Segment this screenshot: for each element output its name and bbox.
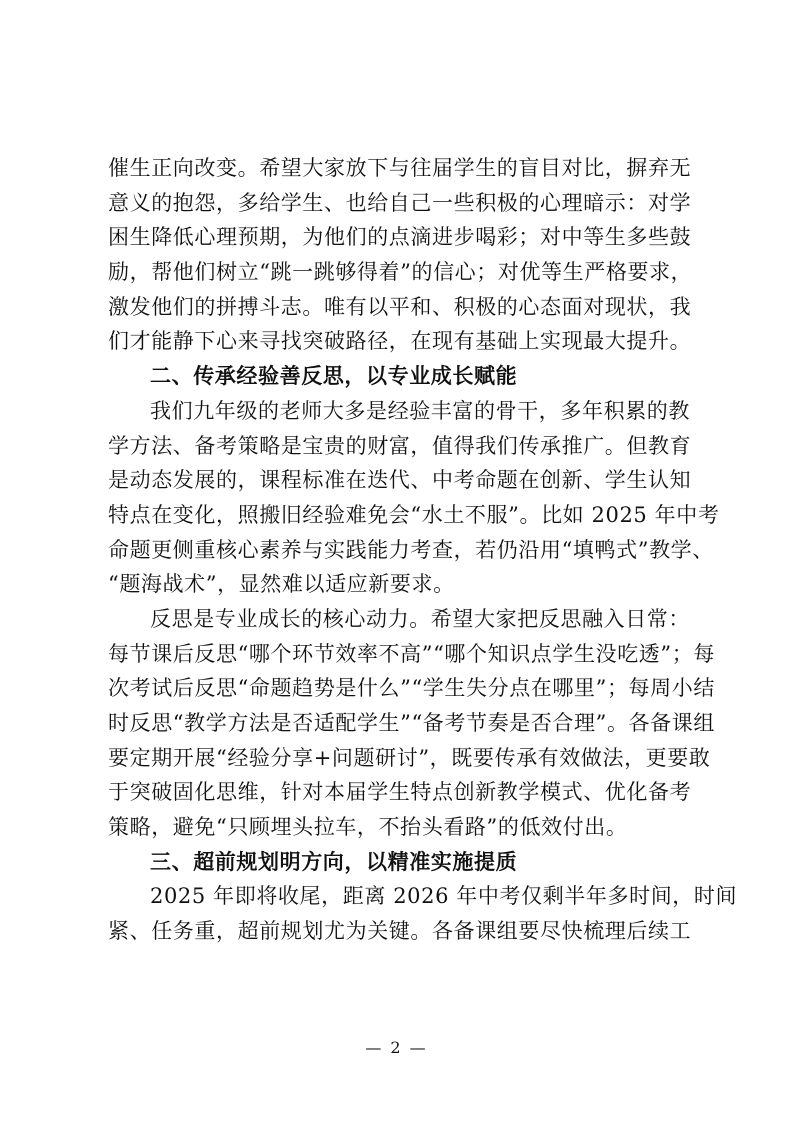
text-line: 是动态发展的，课程标准在迭代、中考命题在创新、学生认知 (108, 468, 692, 493)
text-line: 催生正向改变。希望大家放下与往届学生的盲目对比，摒弃无 (108, 156, 692, 180)
text-line: 紧、任务重，超前规划尤为关键。各备课组要尽快梳理后续工 (108, 919, 692, 944)
section-heading: 二、传承经验善反思，以专业成长赋能 (150, 363, 518, 389)
text-line: 激发他们的拼搏斗志。唯有以平和、积极的心态面对现状，我 (108, 294, 692, 319)
text-line: 意义的抱怨，多给学生、也给自己一些积极的心理暗示：对学 (108, 190, 692, 215)
text-line: 要定期开展“经验分享+问题研讨”，既要传承有效做法，更要敢 (108, 745, 711, 770)
text-line: “题海战术”，显然难以适应新要求。 (108, 572, 455, 597)
text-line: 反思是专业成长的核心动力。希望大家把反思融入日常： (150, 606, 690, 631)
section-heading: 三、超前规划明方向，以精准实施提质 (150, 848, 518, 874)
text-line: 每节课后反思“哪个环节效率不高”“哪个知识点学生没吃透”；每 (108, 641, 715, 666)
text-line: 策略，避免“只顾埋头拉车，不抬头看路”的低效付出。 (108, 815, 628, 840)
text-line: 2025 年即将收尾，距离 2026 年中考仅剩半年多时间，时间 (150, 884, 738, 909)
text-line: 特点在变化，照搬旧经验难免会“水土不服”。比如 2025 年中考 (108, 502, 720, 527)
text-line: 我们九年级的老师大多是经验丰富的骨干，多年积累的教 (150, 398, 690, 423)
text-line: 命题更侧重核心素养与实践能力考查，若仍沿用“填鸭式”教学、 (108, 537, 714, 562)
text-line: 时反思“教学方法是否适配学生”“备考节奏是否合理”。各备课组 (108, 711, 715, 735)
text-line: 次考试后反思“命题趋势是什么”“学生失分点在哪里”；每周小结 (108, 676, 715, 701)
text-line: 们才能静下心来寻找突破路径，在现有基础上实现最大提升。 (108, 329, 692, 354)
text-line: 困生降低心理预期，为他们的点滴进步喝彩；对中等生多些鼓 (108, 225, 692, 250)
text-line: 励，帮他们树立“跳一跳够得着”的信心；对优等生严格要求， (108, 260, 693, 285)
text-line: 于突破固化思维，针对本届学生特点创新教学模式、优化备考 (108, 780, 692, 805)
document-body (108, 151, 738, 949)
text-line: 学方法、备考策略是宝贵的财富，值得我们传承推广。但教育 (108, 433, 692, 458)
page-number: — 2 — (365, 1038, 428, 1057)
